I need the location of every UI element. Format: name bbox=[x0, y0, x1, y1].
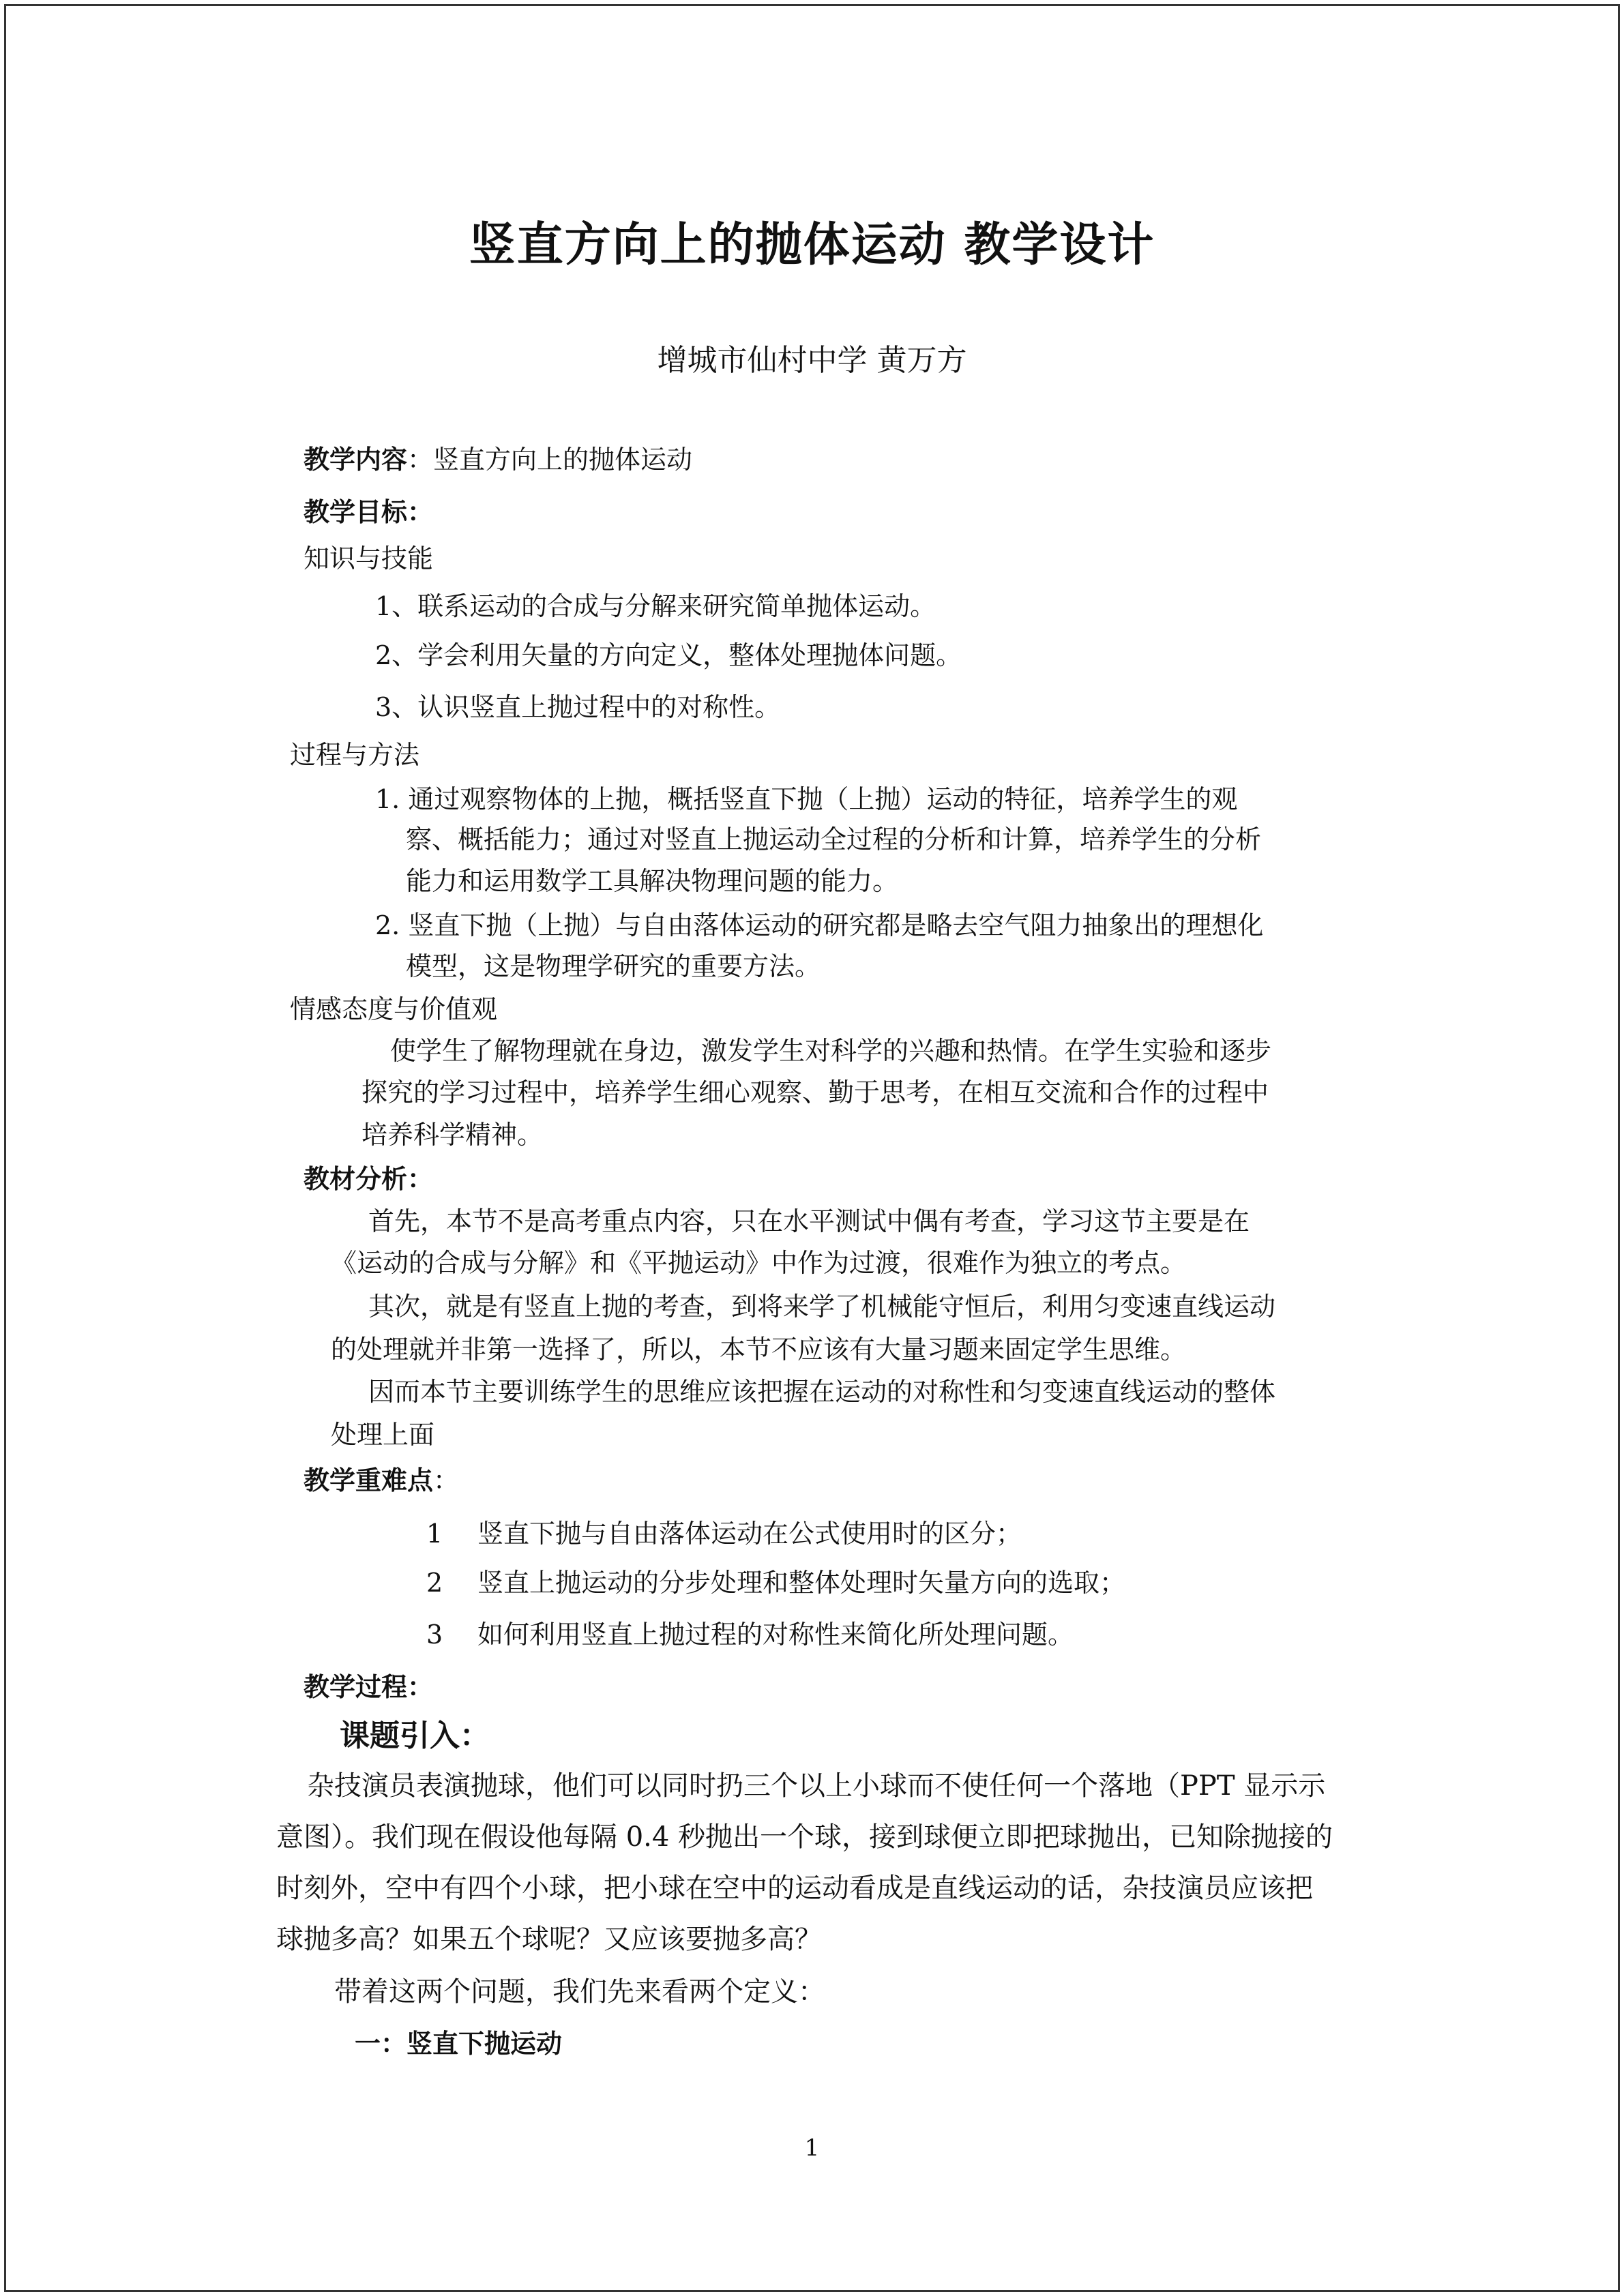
analysis-line: 的处理就并非第一选择了，所以，本节不应该有大量习题来固定学生思维。 bbox=[331, 1335, 1187, 1365]
process-item-line: 2. 竖直下抛（上抛）与自由落体运动的研究都是略去空气阻力抽象出的理想化 bbox=[375, 910, 1264, 940]
analysis-line: 处理上面 bbox=[331, 1420, 435, 1450]
knowledge-item: 1、联系运动的合成与分解来研究简单抛体运动。 bbox=[375, 591, 936, 621]
analysis-heading: 教材分析： bbox=[304, 1164, 434, 1194]
key-point-text: 如何利用竖直上抛过程的对称性来简化所处理问题。 bbox=[477, 1620, 1074, 1650]
key-points-line bbox=[304, 1464, 459, 1497]
key-point-text: 竖直上抛运动的分步处理和整体处理时矢量方向的选取； bbox=[477, 1568, 1126, 1598]
section-one-heading: 一：竖直下抛运动 bbox=[355, 2029, 563, 2059]
key-points-heading: 教学重难点 bbox=[304, 1465, 434, 1495]
process-heading: 过程与方法 bbox=[290, 740, 420, 770]
emotion-line: 使学生了解物理就在身边，激发学生对科学的兴趣和热情。在学生实验和逐步 bbox=[390, 1036, 1272, 1066]
document-title: 竖直方向上的抛体运动 教学设计 bbox=[469, 218, 1155, 272]
process-item-line: 能力和运用数学工具解决物理问题的能力。 bbox=[406, 866, 899, 896]
content-label: 教学内容 bbox=[304, 445, 408, 475]
emotion-heading: 情感态度与价值观 bbox=[290, 994, 498, 1024]
content-value: ：竖直方向上的抛体运动 bbox=[407, 445, 693, 475]
intro-line: 杂技演员表演抛球，他们可以同时扔三个以上小球而不使任何一个落地（PPT 显示示 bbox=[307, 1770, 1326, 1802]
content-line bbox=[304, 443, 692, 476]
intro-line: 带着这两个问题，我们先来看两个定义： bbox=[334, 1976, 825, 2008]
intro-line: 时刻外，空中有四个小球，把小球在空中的运动看成是直线运动的话，杂技演员应该把 bbox=[276, 1873, 1313, 1904]
key-point-number: 1 bbox=[426, 1519, 443, 1549]
page-number: 1 bbox=[804, 2134, 820, 2162]
process-item-line: 1. 通过观察物体的上抛，概括竖直下抛（上抛）运动的特征，培养学生的观 bbox=[375, 784, 1238, 814]
intro-line: 球抛多高？如果五个球呢？又应该要抛多高？ bbox=[276, 1924, 822, 1955]
key-point-number: 2 bbox=[426, 1568, 443, 1598]
intro-heading: 课题引入： bbox=[340, 1718, 490, 1753]
author-line: 增城市仙村中学 黄万方 bbox=[657, 343, 967, 378]
knowledge-heading: 知识与技能 bbox=[304, 543, 434, 573]
knowledge-item: 2、学会利用矢量的方向定义，整体处理抛体问题。 bbox=[375, 640, 962, 670]
intro-line: 意图）。我们现在假设他每隔 0.4 秒抛出一个球，接到球便立即把球抛出，已知除抛接的 bbox=[276, 1821, 1333, 1853]
knowledge-item: 3、认识竖直上抛过程中的对称性。 bbox=[375, 692, 781, 722]
goals-label: 教学目标： bbox=[304, 497, 434, 527]
analysis-line: 其次，就是有竖直上抛的考查，到将来学了机械能守恒后，利用匀变速直线运动 bbox=[368, 1292, 1276, 1322]
process-item-line: 察、概括能力；通过对竖直上抛运动全过程的分析和计算，培养学生的分析 bbox=[406, 824, 1262, 854]
process-item-line: 模型，这是物理学研究的重要方法。 bbox=[406, 951, 821, 981]
analysis-line: 因而本节主要训练学生的思维应该把握在运动的对称性和匀变速直线运动的整体 bbox=[368, 1377, 1276, 1407]
analysis-line: 《运动的合成与分解》和《平抛运动》中作为过渡，很难作为独立的考点。 bbox=[331, 1248, 1187, 1278]
key-point-number: 3 bbox=[426, 1620, 443, 1650]
process-section-heading: 教学过程： bbox=[304, 1672, 434, 1702]
key-point-text: 竖直下抛与自由落体运动在公式使用时的区分； bbox=[477, 1519, 1022, 1549]
analysis-line: 首先，本节不是高考重点内容，只在水平测试中偶有考查，学习这节主要是在 bbox=[368, 1206, 1250, 1236]
emotion-line: 探究的学习过程中，培养学生细心观察、勤于思考，在相互交流和合作的过程中 bbox=[361, 1077, 1269, 1107]
key-points-colon: ： bbox=[433, 1465, 460, 1495]
emotion-line: 培养科学精神。 bbox=[361, 1120, 544, 1150]
